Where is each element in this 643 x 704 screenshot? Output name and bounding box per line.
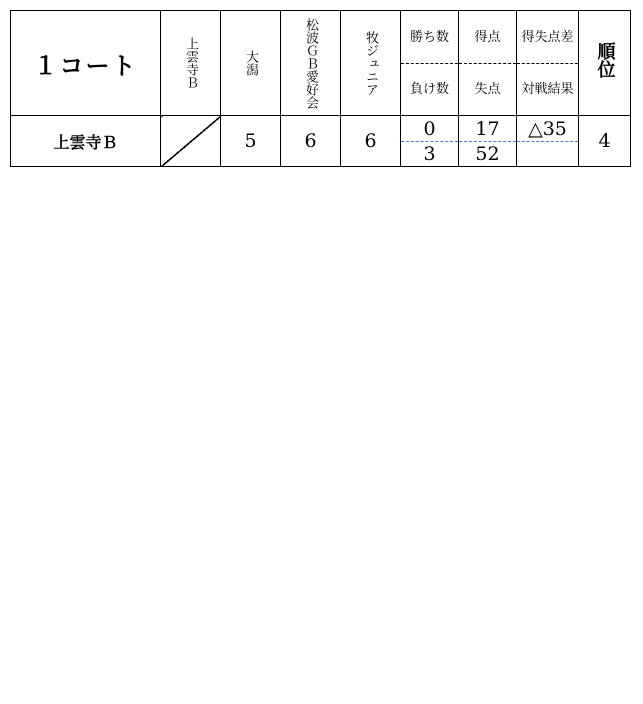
- stat-cell-pf: [459, 116, 517, 167]
- rank-value: 4: [579, 116, 631, 167]
- opponent-header-label: 上雲寺Ｂ: [183, 37, 198, 89]
- stat-cell-wins: [401, 116, 459, 167]
- stat-header-top: 得点: [474, 29, 501, 45]
- stat-losses: 3: [423, 142, 436, 165]
- self-match-cell: [161, 116, 221, 167]
- score-value: 5: [244, 130, 257, 152]
- dashed-divider: [517, 141, 578, 142]
- stat-header-diff: [517, 11, 579, 116]
- stat-header-bottom: 対戦結果: [521, 81, 574, 97]
- stat-header-points_for: [459, 11, 517, 116]
- stat-pf: 17: [475, 117, 500, 140]
- stat-cell-diff: [517, 116, 579, 167]
- stat-pa: 52: [475, 142, 500, 165]
- header-row: [11, 11, 631, 116]
- opponent-header: [161, 11, 221, 116]
- court-1-table: [10, 10, 631, 167]
- opponent-header-label: 牧ジュニア: [363, 30, 378, 96]
- score-value: 6: [364, 130, 377, 152]
- stat-header-top: 得失点差: [521, 29, 574, 45]
- court-title: １コート: [11, 11, 161, 116]
- rank-header-label: 順位: [594, 42, 616, 78]
- opponent-header: [341, 11, 401, 116]
- team-name: 上雲寺Ｂ: [11, 116, 161, 167]
- opponent-header: [281, 11, 341, 116]
- stat-diff: △35: [528, 117, 567, 140]
- opponent-header: [221, 11, 281, 116]
- opponent-header-label: 大潟: [243, 50, 258, 76]
- rank-header: [579, 11, 631, 116]
- stat-header-wins: [401, 11, 459, 116]
- score-cell: [341, 116, 401, 167]
- score-cell: [281, 116, 341, 167]
- stat-header-top: 勝ち数: [409, 29, 449, 45]
- score-cell: [221, 116, 281, 167]
- opponent-header-label: 松波ＧＢ愛好会: [303, 17, 318, 109]
- stat-header-bottom: 負け数: [409, 81, 449, 97]
- table-row: [11, 116, 631, 167]
- score-value: 6: [304, 130, 317, 152]
- stat-header-bottom: 失点: [474, 81, 501, 97]
- stat-wins: 0: [423, 117, 436, 140]
